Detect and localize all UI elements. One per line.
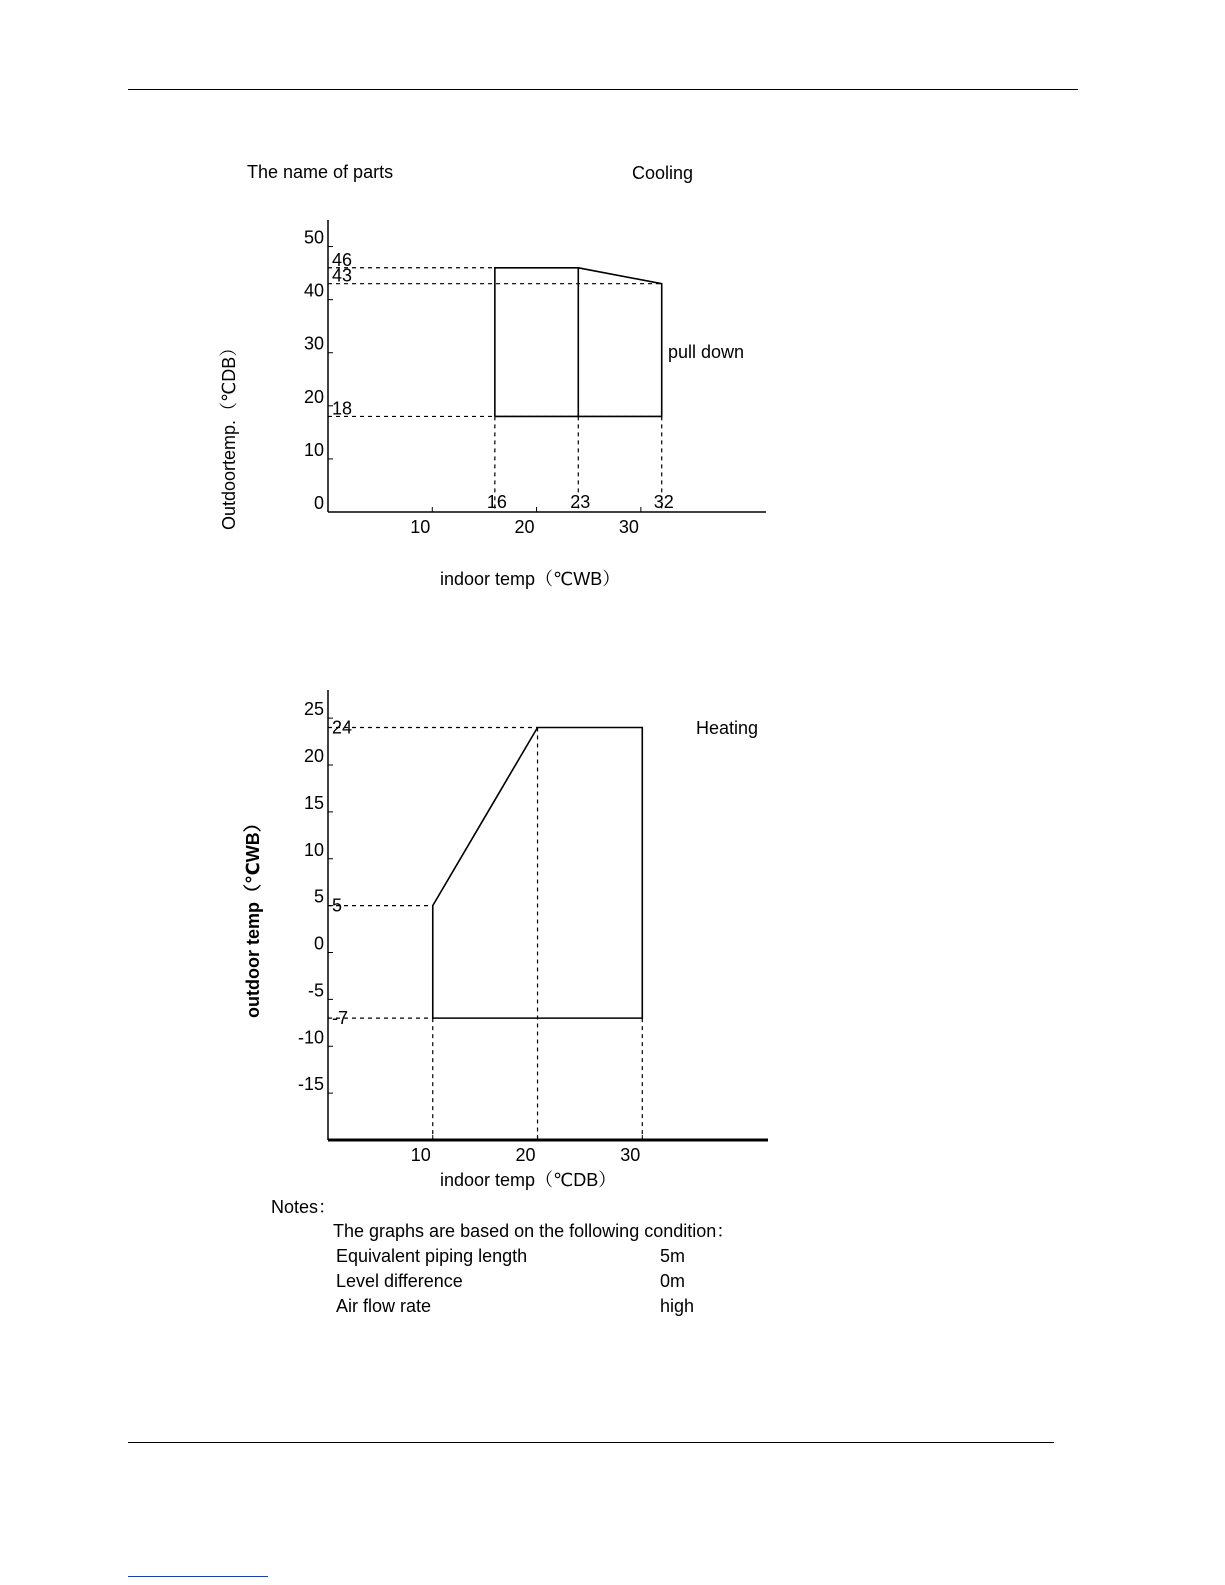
y-tick-label: -5 <box>307 980 324 1001</box>
x-tick-label: 10 <box>410 517 431 537</box>
parts-label: The name of parts <box>247 162 394 182</box>
y-reference-label: 18 <box>332 398 353 419</box>
y-tick-label: 25 <box>303 699 324 720</box>
notes-row-airflow <box>336 1296 695 1316</box>
x-tick-label: 30 <box>618 517 639 537</box>
y-reference-label: 5 <box>332 895 343 916</box>
notes-row-level <box>336 1271 686 1291</box>
cooling-ylabel: Outdoortemp.（℃DB） <box>219 338 239 530</box>
y-reference-label: 46 <box>332 249 353 270</box>
x-tick-label: 20 <box>514 517 535 537</box>
x-reference-label: 23 <box>570 492 591 512</box>
top-rule <box>128 89 1078 90</box>
notes-title: Notes： <box>271 1197 337 1217</box>
y-tick-label: 20 <box>303 386 324 407</box>
heating-chart <box>240 680 800 1165</box>
y-tick-label: 0 <box>313 933 324 954</box>
y-reference-label: 43 <box>332 265 353 286</box>
y-tick-label: 50 <box>303 227 324 248</box>
x-reference-label: 32 <box>653 492 674 512</box>
notes-row-value: high <box>660 1296 695 1316</box>
heating-title: Heating <box>696 718 759 738</box>
y-tick-label: 40 <box>303 280 324 301</box>
cooling-xlabel: indoor temp（℃WB） <box>440 569 621 589</box>
notes-intro: The graphs are based on the following condition： <box>333 1221 735 1241</box>
notes-row-value: 0m <box>660 1271 686 1291</box>
notes-row-piping <box>336 1246 686 1266</box>
heating-xlabel: indoor temp（℃DB） <box>440 1170 617 1190</box>
cooling-chart <box>240 220 800 540</box>
y-reference-label: 24 <box>332 717 353 738</box>
y-tick-label: -15 <box>297 1074 324 1095</box>
envelope-outline-0 <box>495 268 578 417</box>
x-reference-label: 16 <box>486 492 507 512</box>
y-tick-label: 15 <box>303 792 324 813</box>
notes-row-value: 5m <box>660 1246 686 1266</box>
bottom-rule <box>128 1442 1054 1443</box>
footer-link-underline[interactable] <box>128 1576 268 1577</box>
notes-row-label: Equivalent piping length <box>336 1246 528 1266</box>
x-tick-label: 30 <box>620 1145 641 1165</box>
y-tick-label: 20 <box>303 746 324 766</box>
y-tick-label: 10 <box>303 439 324 460</box>
notes-row-label: Air flow rate <box>336 1296 432 1316</box>
y-tick-label: 10 <box>303 839 324 860</box>
y-tick-label: -10 <box>297 1027 324 1048</box>
y-reference-label: -7 <box>332 1008 349 1029</box>
x-tick-label: 10 <box>410 1145 431 1165</box>
pull-down-label: pull down <box>668 342 745 362</box>
notes-row-label: Level difference <box>336 1271 463 1291</box>
y-tick-label: 5 <box>313 886 324 907</box>
mode-label: Cooling <box>632 163 694 183</box>
heating-ylabel: outdoor temp（℃WB） <box>243 814 263 1018</box>
y-tick-label: 30 <box>303 333 324 354</box>
y-tick-label: 0 <box>313 493 324 513</box>
envelope-outline-1 <box>578 268 661 417</box>
x-tick-label: 20 <box>515 1145 536 1165</box>
